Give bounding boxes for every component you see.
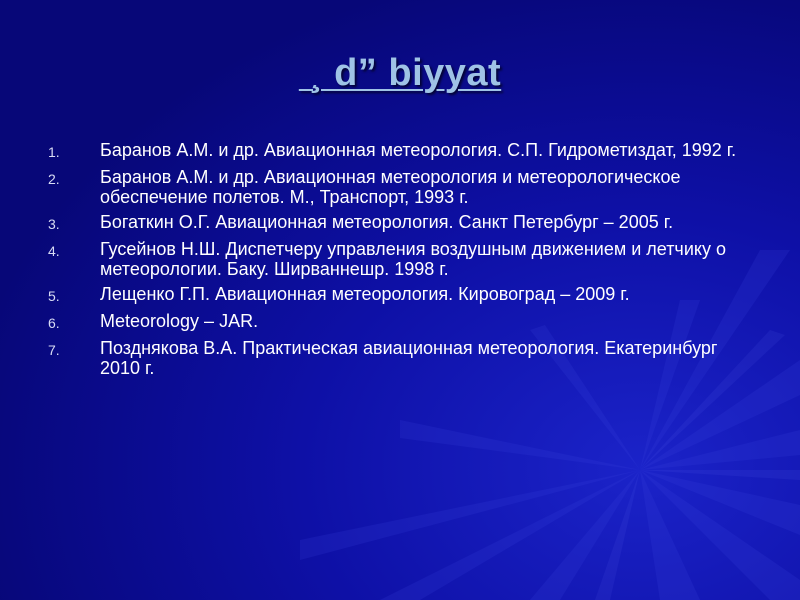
reference-item [40,311,760,333]
reference-text: Баранов А.М. и др. Авиационная метеорология. С.П. Гидрометиздат, 1992 г. [100,140,737,160]
reference-text: Гусейнов Н.Ш. Диспетчеру управления воздушным движением и летчику о метеорологии. Баку. Ширваннешр. 1998 г. [100,239,726,279]
reference-text: Позднякова В.А. Практическая авиационная метеорология. Екатеринбург 2010 г. [100,338,718,378]
reference-number: 7. [48,342,60,358]
reference-text: Богаткин О.Г. Авиационная метеорология. Санкт Петербург – 2005 г. [100,212,674,232]
reference-number: 5. [48,288,60,304]
reference-item [40,140,760,162]
reference-item [40,284,760,306]
reference-item [40,338,760,378]
reference-item [40,212,760,234]
reference-number: 2. [48,171,60,187]
reference-list [40,140,760,383]
reference-text: Meteorology – JAR. [100,311,259,331]
reference-number: 4. [48,243,60,259]
reference-item [40,239,760,279]
reference-item [40,167,760,207]
reference-number: 1. [48,144,60,160]
reference-text: Лещенко Г.П. Авиационная метеорология. Кировоград – 2009 г. [100,284,630,304]
reference-text: Баранов А.М. и др. Авиационная метеорология и метеорологическое обеспечение полетов. М., Транспорт, 1993 г. [100,167,681,207]
reference-number: 3. [48,216,60,232]
slide-title: ¸ d” biyyat [298,52,502,94]
reference-number: 6. [48,315,60,331]
